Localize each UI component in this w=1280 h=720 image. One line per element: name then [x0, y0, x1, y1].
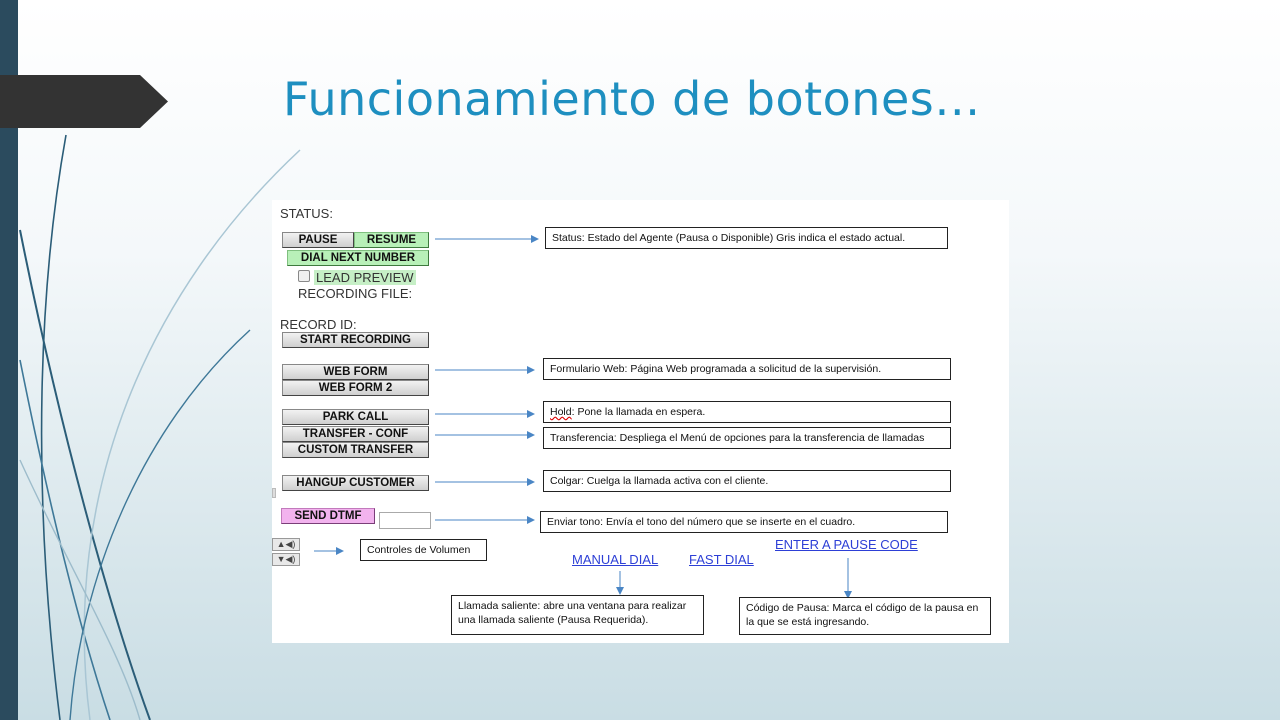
web-form-button[interactable]: WEB FORM: [282, 364, 429, 380]
manual-dial-link[interactable]: MANUAL DIAL: [572, 552, 659, 567]
resume-button[interactable]: RESUME: [354, 232, 429, 248]
agent-screen-screenshot: [272, 200, 1009, 643]
park-call-button[interactable]: PARK CALL: [282, 409, 429, 425]
custom-transfer-button[interactable]: CUSTOM TRANSFER: [282, 442, 429, 458]
manual-dial-note: [451, 595, 704, 635]
manual-dial-note-line-1: Llamada saliente: abre una ventana para realizar: [458, 600, 687, 612]
recording-file-label: RECORDING FILE:: [298, 286, 413, 301]
status-note: Status: Estado del Agente (Pausa o Disponible) Gris indica el estado actual.: [545, 227, 948, 249]
hold-description: : Pone la llamada en espera.: [571, 406, 706, 418]
title-arrow-tab: [0, 75, 168, 128]
manual-dial-note-line-2: una llamada saliente (Pausa Requerida).: [458, 614, 649, 626]
volume-note: Controles de Volumen: [360, 539, 487, 561]
slide-title: Funcionamiento de botones…: [283, 72, 981, 126]
transfer-note: Transferencia: Despliega el Menú de opciones para la transferencia de llamadas: [543, 427, 951, 449]
volume-down-icon[interactable]: ▼◀): [272, 553, 300, 566]
web-form-2-button[interactable]: WEB FORM 2: [282, 380, 429, 396]
pause-code-note-line-2: la que se está ingresando.: [746, 616, 870, 628]
fast-dial-link[interactable]: FAST DIAL: [689, 552, 754, 567]
hold-note: [543, 401, 951, 423]
pause-code-link[interactable]: ENTER A PAUSE CODE: [775, 537, 918, 552]
dial-next-number-button[interactable]: DIAL NEXT NUMBER: [287, 250, 429, 266]
hold-word: Hold: [550, 406, 572, 418]
start-recording-button[interactable]: START RECORDING: [282, 332, 429, 348]
status-label: STATUS:: [280, 206, 333, 221]
decorative-swirl-lines: [0, 130, 310, 720]
record-id-label: RECORD ID:: [280, 317, 357, 332]
web-form-note: Formulario Web: Página Web programada a solicitud de la supervisión.: [543, 358, 951, 380]
pause-button[interactable]: PAUSE: [282, 232, 354, 248]
transfer-conf-button[interactable]: TRANSFER - CONF: [282, 426, 429, 442]
hangup-note: Colgar: Cuelga la llamada activa con el cliente.: [543, 470, 951, 492]
dtmf-note: Enviar tono: Envía el tono del número que se inserte en el cuadro.: [540, 511, 948, 533]
hangup-customer-button[interactable]: HANGUP CUSTOMER: [282, 475, 429, 491]
pause-code-note-line-1: Código de Pausa: Marca el código de la pausa en: [746, 602, 979, 614]
volume-up-icon[interactable]: ▲◀): [272, 538, 300, 551]
pause-code-note: [739, 597, 991, 635]
send-dtmf-button[interactable]: SEND DTMF: [281, 508, 375, 524]
lead-preview-label: LEAD PREVIEW: [316, 270, 414, 285]
